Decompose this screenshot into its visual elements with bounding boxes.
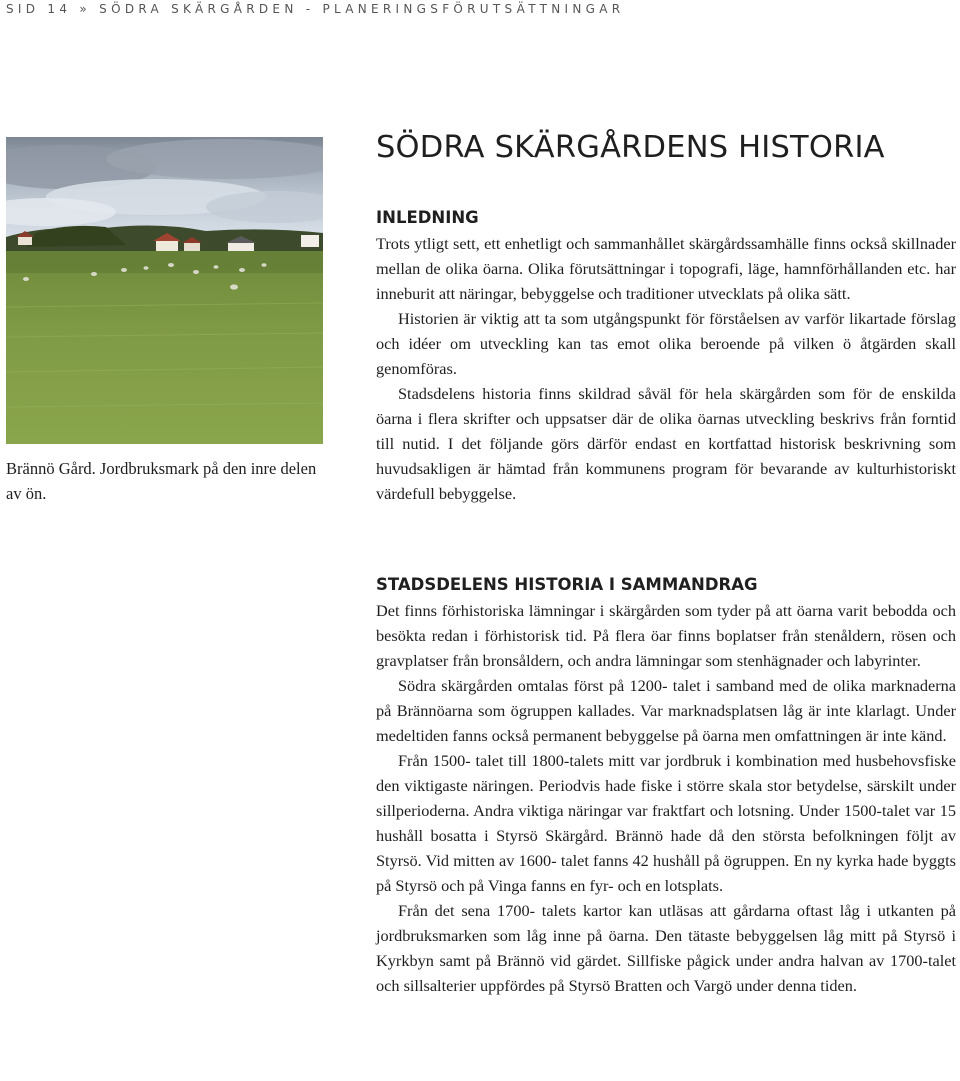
farmland-photo — [6, 137, 323, 444]
page-title: SÖDRA SKÄRGÅRDENS HISTORIA — [376, 130, 885, 165]
paragraph: Från det sena 1700- talets kartor kan utläsas att gårdarna oftast låg i utkanten på jordbruksmarken som låg inne på öarna. Den tätaste bebyggelsen låg mitt på Styrsö i Kyrkbyn samt på Brännö vid gärdet. Sillfiske pågick under andra halvan av 1700-talet och sillsalterier uppfördes på Styrsö Bratten och Vargö under denna tiden. — [376, 901, 956, 995]
paragraph: Trots ytligt sett, ett enhetligt och sammanhållet skärgårdssamhälle finns också skillnader mellan de olika öarna. Olika förutsättningar i topografi, läge, hamnförhållanden etc. har inneburit att näringar, bebyggelse och traditioner utvecklats på olika sätt. — [376, 234, 956, 303]
figure-caption: Brännö Gård. Jordbruksmark på den inre delen av ön. — [6, 459, 317, 503]
section-historia-sammandrag — [376, 572, 956, 998]
paragraph: Det finns förhistoriska lämningar i skärgården som tyder på att öarna varit bebodda och besökta redan i förhistorisk tid. På flera öar finns boplatser från stenåldern, rösen och gravplatser från bronsåldern, och andra lämningar som stenhägnader och labyrinter. — [376, 601, 956, 670]
paragraph: Stadsdelens historia finns skildrad såväl för hela skärgården som för de enskilda öarna i flera skrifter och uppsatser där de olika öarnas utveckling beskrivs från forntid till nutid. I det följande görs därför endast en kortfattad historisk beskrivning som huvudsakligen är hämtad från kommunens program för bevarande av kulturhistoriskt värdefull bebyggelse. — [376, 384, 956, 503]
section-heading: INLEDNING — [376, 208, 479, 227]
paragraph: Historien är viktig att ta som utgångspunkt för förståelsen av varför likartade förslag och idéer om utveckling kan tas emot olika beroende på vilken ö åtgärden skall genomföras. — [376, 309, 956, 378]
paragraph: Från 1500- talet till 1800-talets mitt var jordbruk i kombination med husbehovsfiske den viktigaste näringen. Periodvis hade fiske i större skala stor betydelse, särskilt under sillperioderna. Andra viktiga näringar var fraktfart och lotsning. Under 1500-talet var 15 hushåll bosatta i Styrsö Skärgård. Brännö hade då den största befolkningen följt av Styrsö. Vid mitten av 1600- talet fanns 42 hushåll på ögruppen. En ny kyrka hade byggts på Styrsö och på Vinga fanns en fyr- och en lotsplats. — [376, 751, 956, 895]
paragraph: Södra skärgården omtalas först på 1200- talet i samband med de olika marknaderna på Brännöarna som ögruppen kallades. Var marknadsplatsen låg är inte klarlagt. Under medeltiden fanns också permanent bebyggelse på öarna men omfattningen är inte känd. — [376, 676, 956, 745]
section-inledning — [376, 205, 956, 506]
running-header: SID 14 » SÖDRA SKÄRGÅRDEN - PLANERINGSFÖRUTSÄTTNINGAR — [6, 2, 625, 16]
section-heading: STADSDELENS HISTORIA I SAMMANDRAG — [376, 575, 758, 594]
farmland-photo-image — [6, 137, 323, 444]
